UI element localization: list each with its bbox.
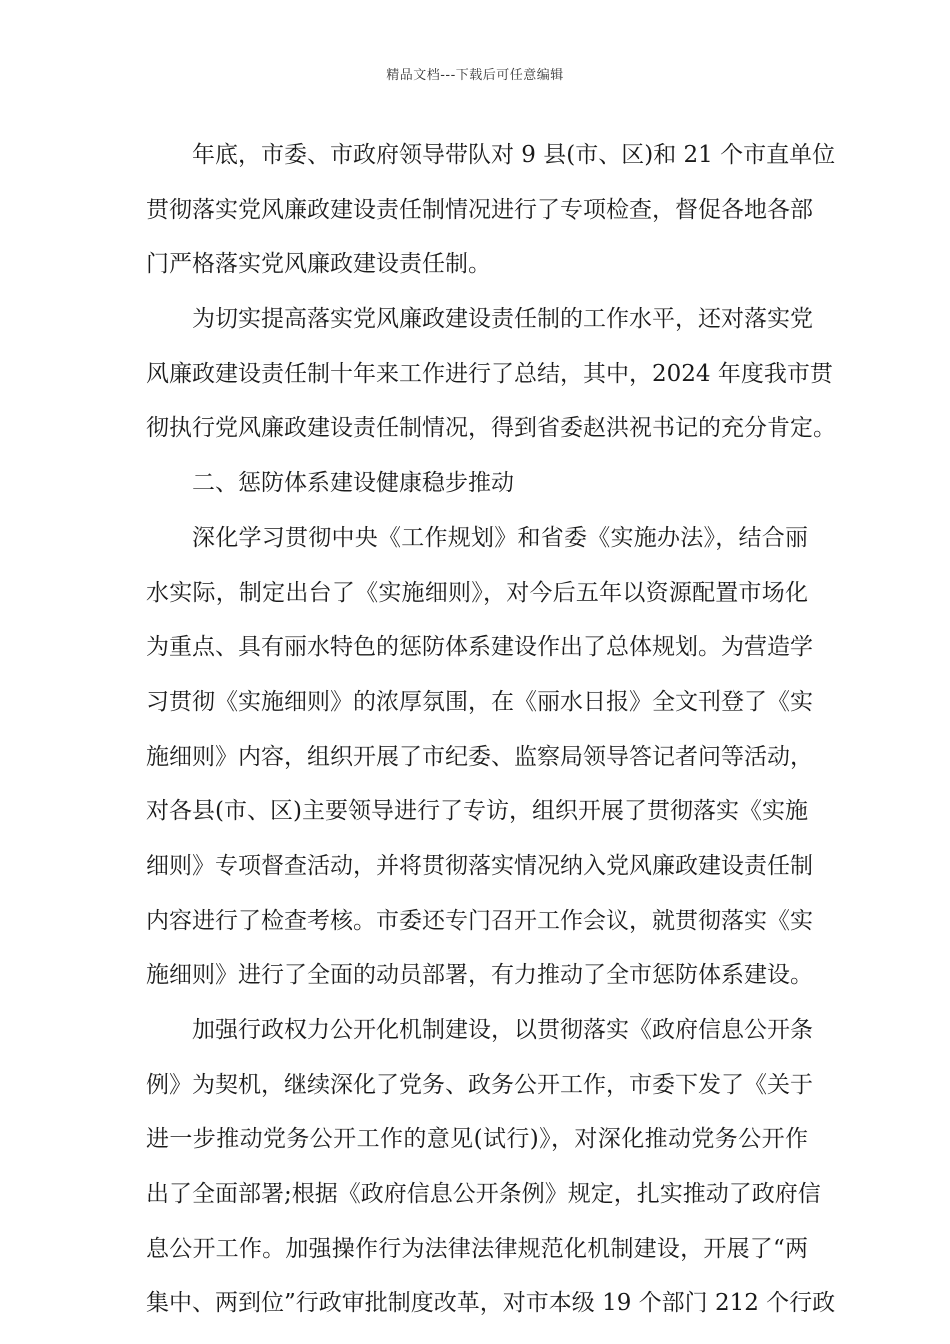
text-line: 出了全面部署;根据《政府信息公开条例》规定，扎实推动了政府信 [146, 1181, 821, 1208]
text-line: 细则》专项督查活动，并将贯彻落实情况纳入党风廉政建设责任制 [146, 852, 813, 879]
text-line: 深化学习贯彻中央《工作规划》和省委《实施办法》，结合丽 [192, 524, 808, 551]
text-line: 年底，市委、市政府领导带队对 9 县(市、区)和 21 个市直单位 [192, 142, 836, 168]
text-line: 加强行政权力公开化机制建设，以贯彻落实《政府信息公开条 [192, 1017, 813, 1043]
text-line: 为切实提高落实党风廉政建设责任制的工作水平，还对落实党 [192, 306, 813, 333]
text-line: 施细则》内容，组织开展了市纪委、监察局领导答记者问等活动， [146, 743, 813, 770]
document-body [146, 128, 836, 1331]
text-line: 风廉政建设责任制十年来工作进行了总结，其中，2024 年度我市贯 [146, 360, 833, 387]
text-line: 施细则》进行了全面的动员部署，有力推动了全市惩防体系建设。 [146, 962, 813, 989]
text-line: 对各县(市、区)主要领导进行了专访，组织开展了贯彻落实《实施 [146, 798, 808, 825]
text-line: 门严格落实党风廉政建设责任制。 [146, 251, 491, 278]
text-line: 习贯彻《实施细则》的浓厚氛围，在《丽水日报》全文刊登了《实 [146, 688, 813, 715]
text-line: 例》为契机，继续深化了党务、政务公开工作，市委下发了《关于 [146, 1071, 813, 1098]
page-header: 精品文档---下载后可任意编辑 [386, 68, 564, 83]
text-line: 二、惩防体系建设健康稳步推动 [192, 470, 514, 497]
text-line: 集中、两到位”行政审批制度改革，对市本级 19 个部门 212 个行政 [146, 1290, 836, 1317]
text-line: 彻执行党风廉政建设责任制情况，得到省委赵洪祝书记的充分肯定。 [146, 415, 836, 442]
text-line: 贯彻落实党风廉政建设责任制情况进行了专项检查，督促各地各部 [146, 196, 813, 223]
text-line: 息公开工作。加强操作行为法律法律规范化机制建设，开展了“两 [146, 1235, 808, 1262]
text-line: 进一步推动党务公开工作的意见(试行)》，对深化推动党务公开作 [146, 1126, 808, 1153]
text-line: 为重点、具有丽水特色的惩防体系建设作出了总体规划。为营造学 [146, 634, 813, 661]
text-line: 内容进行了检查考核。市委还专门召开工作会议，就贯彻落实《实 [146, 907, 813, 934]
text-line: 水实际，制定出台了《实施细则》，对今后五年以资源配置市场化 [146, 579, 808, 606]
